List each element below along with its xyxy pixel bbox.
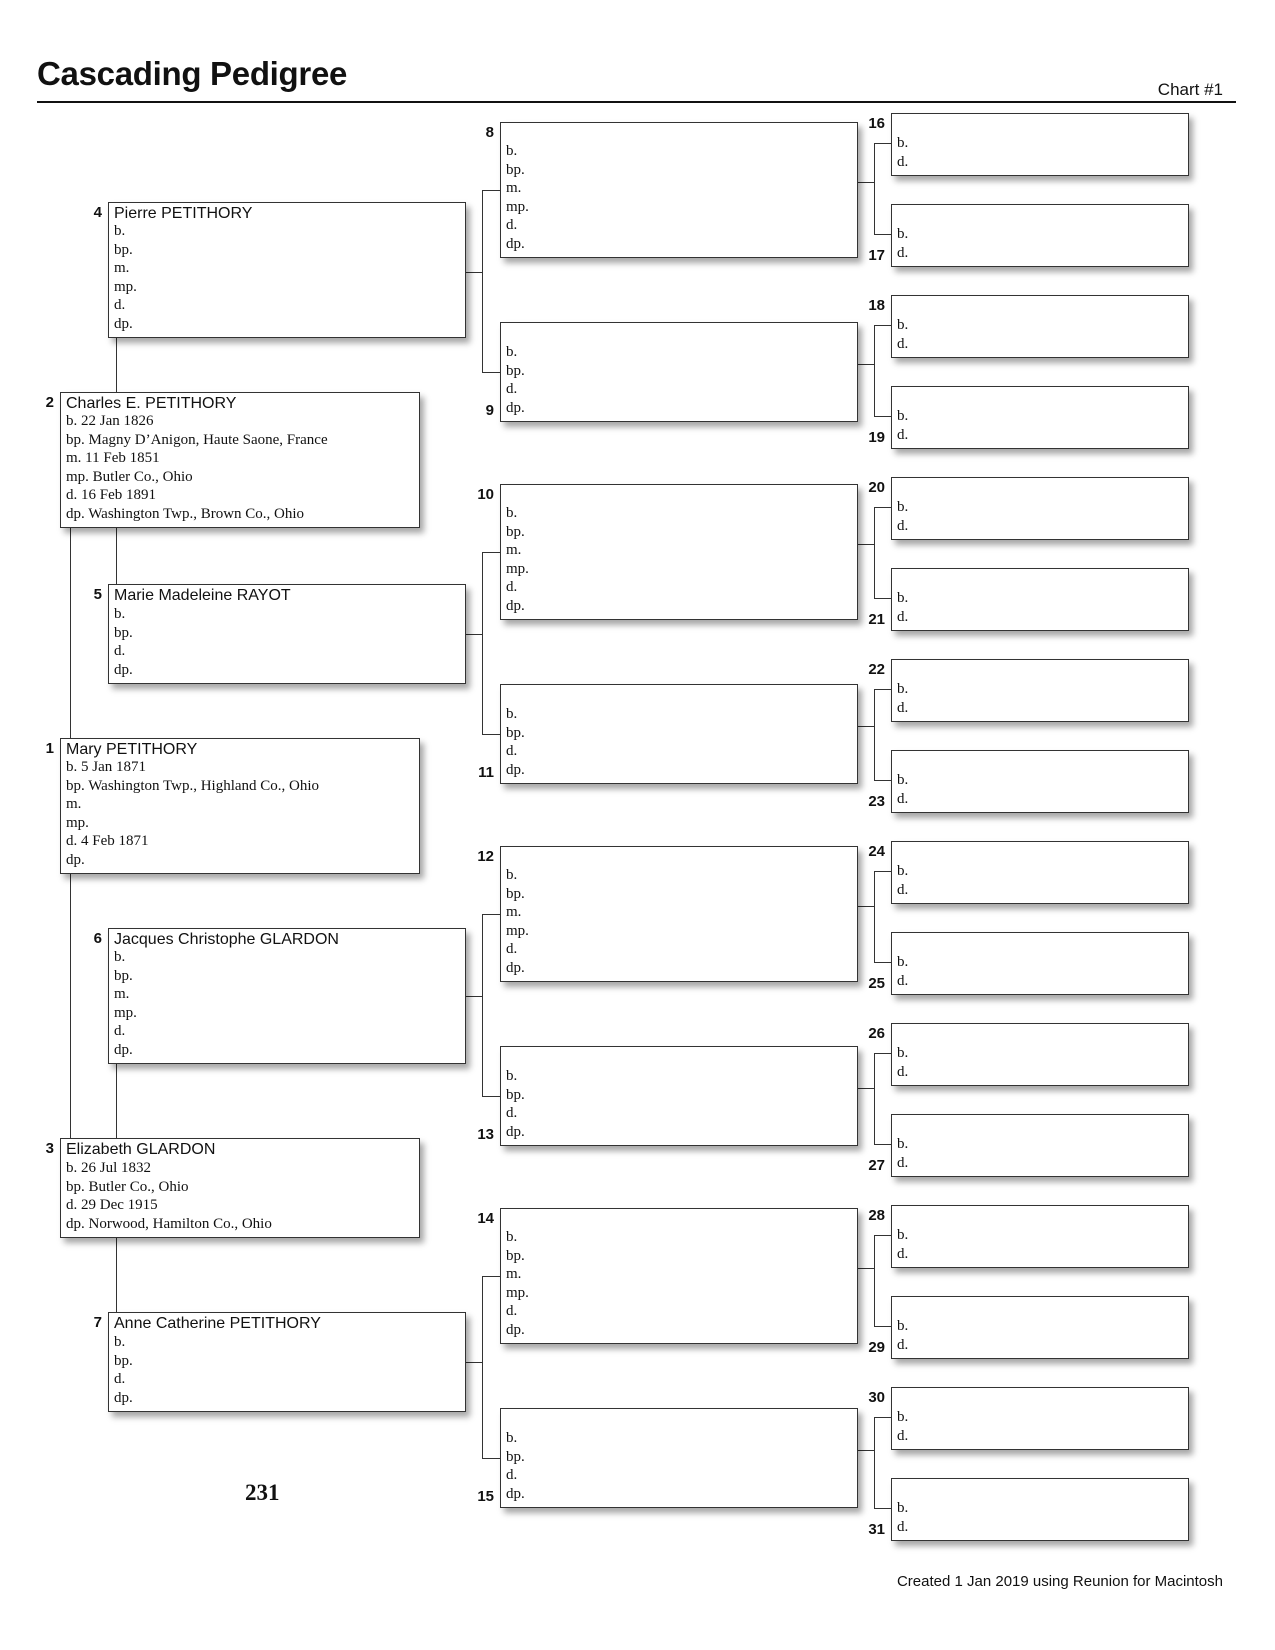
detail-line: dp. xyxy=(506,959,525,976)
person-details xyxy=(897,1408,908,1445)
person-details xyxy=(897,1226,908,1263)
detail-line: d. xyxy=(897,608,909,625)
person-details xyxy=(897,225,908,262)
person-box-24 xyxy=(891,841,1189,904)
detail-line: dp. xyxy=(506,597,525,614)
detail-line: b. xyxy=(506,505,518,521)
person-details xyxy=(506,866,529,977)
bracket-9-top xyxy=(874,325,891,326)
detail-line: dp. xyxy=(506,399,525,416)
detail-line: d. xyxy=(897,1154,909,1171)
bracket-14-top xyxy=(874,1235,891,1236)
ahnentafel-number: 13 xyxy=(477,1126,494,1143)
detail-line: d. xyxy=(897,517,909,534)
detail-line: d. xyxy=(114,1023,126,1039)
ahnentafel-number: 19 xyxy=(868,429,885,446)
person-details xyxy=(897,680,908,717)
detail-line: m. 11 Feb 1851 xyxy=(66,450,160,466)
bracket-15-stub xyxy=(858,1450,874,1451)
person-details xyxy=(897,771,908,808)
person-details xyxy=(114,948,137,1059)
detail-line: mp. xyxy=(66,814,89,831)
chart-number: Chart #1 xyxy=(1157,80,1223,99)
detail-line: b. xyxy=(897,772,909,788)
person-details xyxy=(506,343,525,417)
detail-line: d. xyxy=(897,1336,909,1353)
detail-line: b. xyxy=(114,606,126,622)
bracket-9-bottom xyxy=(874,416,891,417)
bracket-13-vert xyxy=(874,1053,875,1144)
person-box-31 xyxy=(891,1478,1189,1541)
detail-line: bp. xyxy=(114,967,133,984)
detail-line: b. xyxy=(506,867,518,883)
detail-line: mp. xyxy=(114,1004,137,1021)
person-details xyxy=(897,1044,908,1081)
bracket-8-vert xyxy=(874,143,875,234)
ahnentafel-number: 6 xyxy=(93,930,102,947)
ahnentafel-number: 27 xyxy=(868,1157,885,1174)
person-details xyxy=(897,1317,908,1354)
person-box-26 xyxy=(891,1023,1189,1086)
ahnentafel-number: 8 xyxy=(485,124,494,141)
person-details xyxy=(506,1429,525,1503)
bracket-7-bottom xyxy=(482,1458,500,1459)
detail-line: bp. xyxy=(506,1448,525,1465)
person-details xyxy=(897,498,908,535)
connector-2-5 xyxy=(116,528,117,584)
person-box-13 xyxy=(500,1046,858,1146)
detail-line: dp. xyxy=(506,1485,525,1502)
person-box-9 xyxy=(500,322,858,422)
detail-line: m. xyxy=(506,904,522,920)
bracket-15-top xyxy=(874,1417,891,1418)
bracket-6-stub xyxy=(466,996,482,997)
detail-line: m. xyxy=(506,542,522,558)
person-name: Pierre PETITHORY xyxy=(114,205,253,222)
ahnentafel-number: 20 xyxy=(868,479,885,496)
person-box-4 xyxy=(108,202,466,338)
bracket-12-bottom xyxy=(874,962,891,963)
detail-line: d. xyxy=(897,881,909,898)
detail-line: d. 29 Dec 1915 xyxy=(66,1197,158,1213)
detail-line: d. xyxy=(897,1245,909,1262)
bracket-15-vert xyxy=(874,1417,875,1508)
page-number: 231 xyxy=(245,1480,280,1505)
person-box-18 xyxy=(891,295,1189,358)
detail-line: b. xyxy=(897,499,909,515)
person-details xyxy=(897,316,908,353)
detail-line: m. xyxy=(114,986,130,1002)
detail-line: dp. Norwood, Hamilton Co., Ohio xyxy=(66,1215,272,1232)
detail-line: bp. xyxy=(114,1352,133,1369)
person-details xyxy=(114,222,137,333)
detail-line: b. xyxy=(897,1045,909,1061)
detail-line: b. xyxy=(114,223,126,239)
detail-line: b. xyxy=(897,681,909,697)
detail-line: mp. xyxy=(114,278,137,295)
detail-line: b. xyxy=(897,590,909,606)
bracket-6-vert xyxy=(482,914,483,1096)
ahnentafel-number: 15 xyxy=(477,1488,494,1505)
detail-line: dp. xyxy=(506,1321,525,1338)
person-details xyxy=(66,412,328,523)
person-box-3 xyxy=(60,1138,420,1238)
person-box-22 xyxy=(891,659,1189,722)
ahnentafel-number: 29 xyxy=(868,1339,885,1356)
bracket-11-stub xyxy=(858,726,874,727)
detail-line: d. xyxy=(506,743,518,759)
person-box-15 xyxy=(500,1408,858,1508)
person-box-20 xyxy=(891,477,1189,540)
detail-line: m. xyxy=(506,180,522,196)
detail-line: bp. xyxy=(114,624,133,641)
person-details xyxy=(506,504,529,615)
ahnentafel-number: 12 xyxy=(477,848,494,865)
detail-line: bp. xyxy=(506,362,525,379)
bracket-8-stub xyxy=(858,182,874,183)
ahnentafel-number: 2 xyxy=(45,394,54,411)
bracket-8-top xyxy=(874,143,891,144)
detail-line: d. xyxy=(897,335,909,352)
detail-line: b. xyxy=(506,1229,518,1245)
bracket-11-vert xyxy=(874,689,875,780)
person-details xyxy=(66,1159,272,1233)
bracket-10-vert xyxy=(874,507,875,598)
person-box-27 xyxy=(891,1114,1189,1177)
ahnentafel-number: 4 xyxy=(93,204,102,221)
person-box-1 xyxy=(60,738,420,874)
detail-line: d. 16 Feb 1891 xyxy=(66,487,156,503)
person-box-25 xyxy=(891,932,1189,995)
detail-line: d. xyxy=(897,699,909,716)
bracket-11-top xyxy=(874,689,891,690)
detail-line: d. xyxy=(114,297,126,313)
bracket-12-top xyxy=(874,871,891,872)
ahnentafel-number: 9 xyxy=(485,402,494,419)
ahnentafel-number: 5 xyxy=(93,586,102,603)
person-box-2 xyxy=(60,392,420,528)
ahnentafel-number: 25 xyxy=(868,975,885,992)
ahnentafel-number: 16 xyxy=(868,115,885,132)
person-box-12 xyxy=(500,846,858,982)
ahnentafel-number: 3 xyxy=(45,1140,54,1157)
detail-line: dp. xyxy=(114,1389,133,1406)
detail-line: mp. xyxy=(506,1284,529,1301)
ahnentafel-number: 18 xyxy=(868,297,885,314)
detail-line: b. 5 Jan 1871 xyxy=(66,759,146,775)
detail-line: dp. xyxy=(114,661,133,678)
person-name: Elizabeth GLARDON xyxy=(66,1141,216,1158)
bracket-7-vert xyxy=(482,1276,483,1458)
detail-line: b. xyxy=(897,1500,909,1516)
detail-line: d. xyxy=(114,1371,126,1387)
detail-line: b. xyxy=(897,954,909,970)
detail-line: d. xyxy=(506,1105,518,1121)
connector-1-3 xyxy=(70,874,71,1138)
person-name: Mary PETITHORY xyxy=(66,741,198,758)
person-box-6 xyxy=(108,928,466,1064)
bracket-15-bottom xyxy=(874,1508,891,1509)
ahnentafel-number: 10 xyxy=(477,486,494,503)
detail-line: bp. xyxy=(506,523,525,540)
detail-line: b. xyxy=(897,408,909,424)
person-name: Charles E. PETITHORY xyxy=(66,395,237,412)
connector-1-2 xyxy=(70,528,71,738)
bracket-10-stub xyxy=(858,544,874,545)
footer-credit: Created 1 Jan 2019 using Reunion for Macintosh xyxy=(896,1573,1223,1590)
bracket-12-vert xyxy=(874,871,875,962)
detail-line: dp. xyxy=(114,315,133,332)
person-box-16 xyxy=(891,113,1189,176)
detail-line: b. xyxy=(897,317,909,333)
bracket-5-vert xyxy=(482,552,483,734)
detail-line: bp. Magny D’Anigon, Haute Saone, France xyxy=(66,431,328,448)
bracket-9-vert xyxy=(874,325,875,416)
ahnentafel-number: 28 xyxy=(868,1207,885,1224)
detail-line: d. xyxy=(897,244,909,261)
detail-line: b. xyxy=(897,135,909,151)
person-box-21 xyxy=(891,568,1189,631)
detail-line: b. xyxy=(897,863,909,879)
person-box-8 xyxy=(500,122,858,258)
bracket-5-bottom xyxy=(482,734,500,735)
detail-line: b. xyxy=(506,1068,518,1084)
person-box-17 xyxy=(891,204,1189,267)
detail-line: d. xyxy=(506,381,518,397)
person-box-11 xyxy=(500,684,858,784)
person-details xyxy=(897,407,908,444)
detail-line: b. 26 Jul 1832 xyxy=(66,1160,152,1176)
detail-line: d. xyxy=(897,426,909,443)
ahnentafel-number: 24 xyxy=(868,843,885,860)
bracket-11-bottom xyxy=(874,780,891,781)
bracket-12-stub xyxy=(858,906,874,907)
detail-line: d. xyxy=(506,941,518,957)
connector-6-3 xyxy=(116,1064,117,1138)
page-title: Cascading Pedigree xyxy=(37,55,348,92)
detail-line: dp. xyxy=(114,1041,133,1058)
person-details xyxy=(506,705,525,779)
bracket-6-top xyxy=(482,914,500,915)
bracket-14-vert xyxy=(874,1235,875,1326)
person-box-10 xyxy=(500,484,858,620)
person-box-19 xyxy=(891,386,1189,449)
detail-line: d. xyxy=(506,579,518,595)
detail-line: b. xyxy=(897,1227,909,1243)
person-details xyxy=(66,758,319,869)
detail-line: d. 4 Feb 1871 xyxy=(66,833,149,849)
detail-line: dp. xyxy=(506,1123,525,1140)
detail-line: d. xyxy=(897,1063,909,1080)
person-details xyxy=(506,1067,525,1141)
detail-line: bp. xyxy=(506,1086,525,1103)
detail-line: dp. xyxy=(506,761,525,778)
detail-line: dp. Washington Twp., Brown Co., Ohio xyxy=(66,505,305,522)
ahnentafel-number: 31 xyxy=(868,1521,885,1538)
bracket-7-stub xyxy=(466,1362,482,1363)
bracket-13-stub xyxy=(858,1088,874,1089)
detail-line: b. xyxy=(897,1318,909,1334)
detail-line: bp. xyxy=(506,885,525,902)
detail-line: mp. xyxy=(506,198,529,215)
detail-line: b. xyxy=(506,143,518,159)
detail-line: b. xyxy=(506,344,518,360)
ahnentafel-number: 14 xyxy=(477,1210,494,1227)
ahnentafel-number: 30 xyxy=(868,1389,885,1406)
detail-line: dp. xyxy=(506,235,525,252)
person-details xyxy=(897,862,908,899)
detail-line: mp. Butler Co., Ohio xyxy=(66,468,193,485)
person-box-30 xyxy=(891,1387,1189,1450)
detail-line: bp. xyxy=(114,241,133,258)
detail-line: d. xyxy=(506,217,518,233)
bracket-14-stub xyxy=(858,1268,874,1269)
detail-line: d. xyxy=(506,1467,518,1483)
detail-line: d. xyxy=(114,643,126,659)
bracket-9-stub xyxy=(858,364,874,365)
person-details xyxy=(897,1135,908,1172)
detail-line: mp. xyxy=(506,560,529,577)
bracket-13-bottom xyxy=(874,1144,891,1145)
person-box-28 xyxy=(891,1205,1189,1268)
ahnentafel-number: 26 xyxy=(868,1025,885,1042)
detail-line: d. xyxy=(897,1427,909,1444)
person-details xyxy=(897,589,908,626)
person-box-14 xyxy=(500,1208,858,1344)
bracket-14-bottom xyxy=(874,1326,891,1327)
detail-line: bp. Butler Co., Ohio xyxy=(66,1178,189,1195)
person-box-7 xyxy=(108,1312,466,1412)
bracket-10-top xyxy=(874,507,891,508)
person-name: Marie Madeleine RAYOT xyxy=(114,587,291,604)
person-details xyxy=(506,1228,529,1339)
detail-line: m. xyxy=(114,260,130,276)
person-box-5 xyxy=(108,584,466,684)
detail-line: bp. xyxy=(506,724,525,741)
detail-line: d. xyxy=(897,790,909,807)
person-box-23 xyxy=(891,750,1189,813)
detail-line: d. xyxy=(897,153,909,170)
person-details xyxy=(897,953,908,990)
person-details xyxy=(114,1333,133,1407)
detail-line: d. xyxy=(506,1303,518,1319)
person-name: Jacques Christophe GLARDON xyxy=(114,931,339,948)
detail-line: b. 22 Jan 1826 xyxy=(66,413,154,429)
detail-line: b. xyxy=(114,949,126,965)
person-details xyxy=(506,142,529,253)
detail-line: m. xyxy=(66,796,82,812)
bracket-5-top xyxy=(482,552,500,553)
detail-line: b. xyxy=(897,1409,909,1425)
detail-line: b. xyxy=(897,1136,909,1152)
bracket-4-stub xyxy=(466,272,482,273)
bracket-5-stub xyxy=(466,634,482,635)
ahnentafel-number: 11 xyxy=(478,764,494,781)
detail-line: b. xyxy=(506,1430,518,1446)
ahnentafel-number: 17 xyxy=(868,247,885,264)
person-details xyxy=(897,134,908,171)
bracket-7-top xyxy=(482,1276,500,1277)
person-name: Anne Catherine PETITHORY xyxy=(114,1315,321,1332)
detail-line: bp. xyxy=(506,1247,525,1264)
ahnentafel-number: 21 xyxy=(868,611,885,628)
detail-line: b. xyxy=(506,706,518,722)
connector-4-2 xyxy=(116,338,117,392)
detail-line: dp. xyxy=(66,851,85,868)
ahnentafel-number: 7 xyxy=(93,1314,102,1331)
detail-line: b. xyxy=(897,226,909,242)
bracket-10-bottom xyxy=(874,598,891,599)
detail-line: mp. xyxy=(506,922,529,939)
ahnentafel-number: 1 xyxy=(45,740,54,757)
person-details xyxy=(897,1499,908,1536)
bracket-4-vert xyxy=(482,190,483,372)
detail-line: b. xyxy=(114,1334,126,1350)
detail-line: bp. Washington Twp., Highland Co., Ohio xyxy=(66,777,320,794)
ahnentafel-number: 23 xyxy=(868,793,885,810)
bracket-6-bottom xyxy=(482,1096,500,1097)
person-details xyxy=(114,605,133,679)
title-rule xyxy=(37,101,1236,103)
bracket-4-top xyxy=(482,190,500,191)
connector-3-7 xyxy=(116,1238,117,1312)
bracket-4-bottom xyxy=(482,372,500,373)
detail-line: bp. xyxy=(506,161,525,178)
detail-line: d. xyxy=(897,972,909,989)
ahnentafel-number: 22 xyxy=(868,661,885,678)
detail-line: d. xyxy=(897,1518,909,1535)
bracket-13-top xyxy=(874,1053,891,1054)
bracket-8-bottom xyxy=(874,234,891,235)
detail-line: m. xyxy=(506,1266,522,1282)
person-box-29 xyxy=(891,1296,1189,1359)
